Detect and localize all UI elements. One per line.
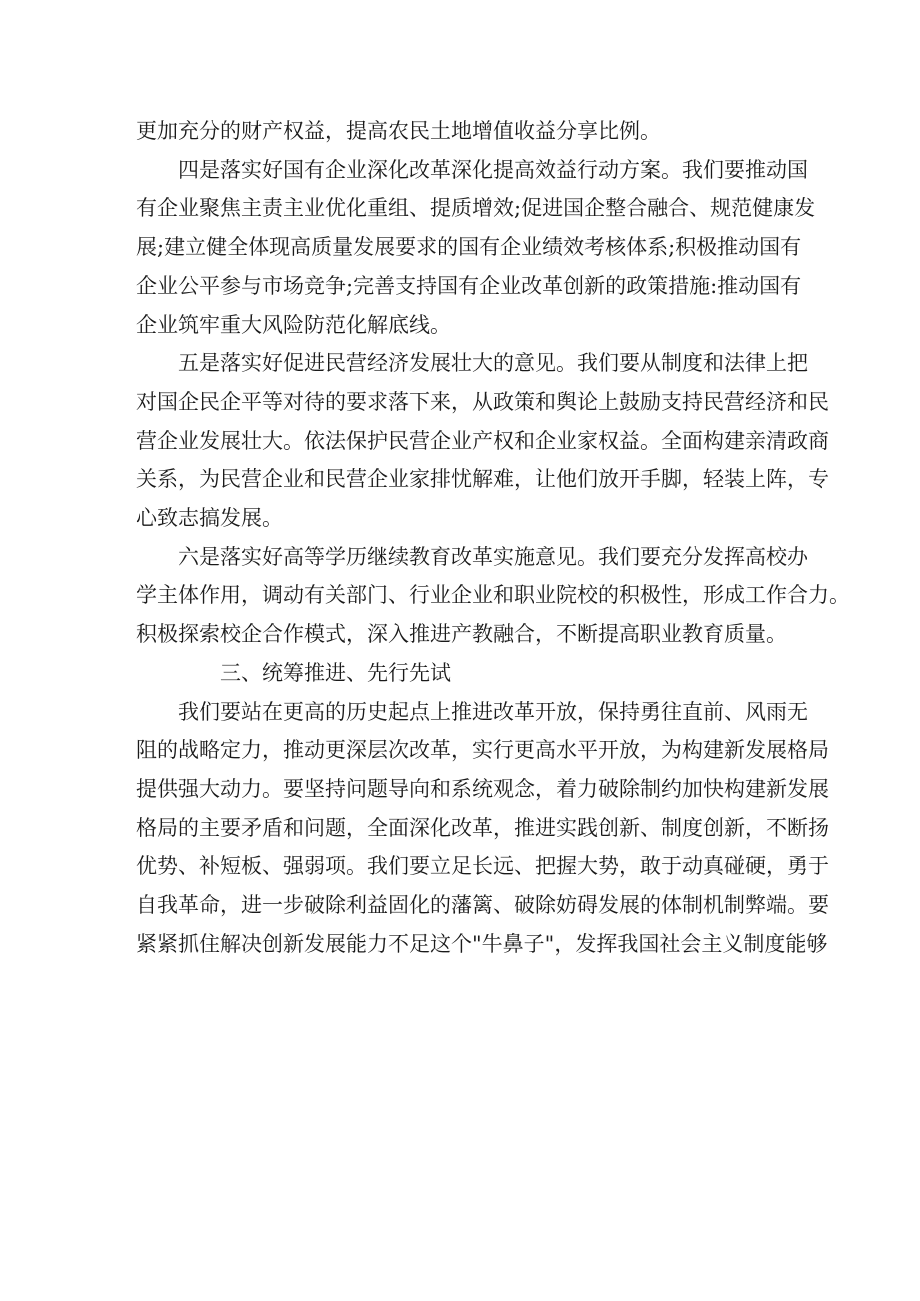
text-line: 我们要站在更高的历史起点上推进改革开放，保持勇往直前、风雨无 — [178, 699, 808, 724]
text-line: 自我革命，进一步破除利益固化的藩篱、破除妨碍发展的体制机制弊端。要 — [136, 893, 829, 918]
text-line: 有企业聚焦主责主业优化重组、提质增效;促进国企整合融合、规范健康发 — [136, 196, 816, 221]
text-line: 提供强大动力。要坚持问题导向和系统观念，着力破除制约加快构建新发展 — [136, 776, 829, 801]
text-line: 五是落实好促进民营经济发展壮大的意见。我们要从制度和法律上把 — [178, 351, 808, 376]
text-line: 格局的主要矛盾和问题，全面深化改革，推进实践创新、制度创新，不断扬 — [136, 815, 829, 840]
text-line: 企业公平参与市场竞争;完善支持国有企业改革创新的政策措施:推动国有 — [136, 273, 802, 298]
text-line: 企业筑牢重大风险防范化解底线。 — [136, 312, 451, 337]
text-line: 阻的战略定力，推动更深层次改革，实行更高水平开放，为构建新发展格局 — [136, 738, 829, 763]
text-line: 营企业发展壮大。依法保护民营企业产权和企业家权益。全面构建亲清政商 — [136, 428, 829, 453]
text-line: 展;建立健全体现高质量发展要求的国有企业绩效考核体系;积极推动国有 — [136, 235, 802, 260]
paragraph — [136, 693, 829, 964]
text-line: 优势、补短板、强弱项。我们要立足长远、把握大势，敢于动真碰硬，勇于 — [136, 854, 829, 879]
document-body — [136, 112, 850, 963]
text-line: 积极探索校企合作模式，深入推进产教融合，不断提高职业教育质量。 — [136, 622, 787, 647]
text-line: 六是落实好高等学历继续教育改革实施意见。我们要充分发挥高校办 — [178, 544, 808, 569]
text-line: 四是落实好国有企业深化改革深化提高效益行动方案。我们要推动国 — [178, 157, 808, 182]
paragraph — [136, 538, 850, 654]
text-line: 心致志搞发展。 — [136, 506, 283, 531]
text-line: 关系，为民营企业和民营企业家排忧解难，让他们放开手脚，轻装上阵，专 — [136, 467, 829, 492]
text-line: 学主体作用，调动有关部门、行业企业和职业院校的积极性，形成工作合力。 — [136, 583, 850, 608]
paragraph — [136, 344, 829, 538]
text-line: 更加充分的财产权益，提高农民土地增值收益分享比例。 — [136, 119, 661, 143]
paragraph — [136, 112, 788, 151]
text-line: 三、统筹推进、先行先试 — [220, 660, 451, 685]
section-heading — [136, 654, 788, 693]
text-line: 对国企民企平等对待的要求落下来，从政策和舆论上鼓励支持民营经济和民 — [136, 389, 829, 414]
text-line: 紧紧抓住解决创新发展能力不足这个"牛鼻子"，发挥我国社会主义制度能够 — [136, 931, 828, 956]
paragraph — [136, 151, 816, 345]
